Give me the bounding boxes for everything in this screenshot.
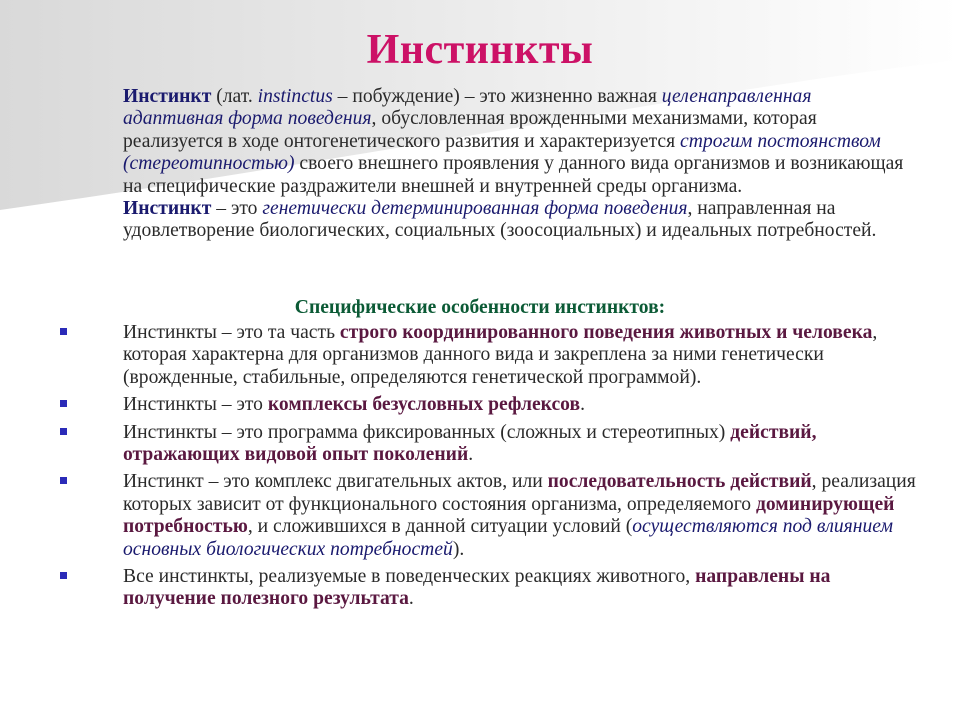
slide-title: Инстинкты — [366, 27, 594, 73]
item-text: Инстинкты – это — [123, 394, 268, 416]
definition-term: Инстинкт — [123, 86, 212, 107]
list-item — [60, 394, 920, 416]
item-text: . — [580, 394, 585, 416]
definition-text: – побуждение) – это жизненно важная — [332, 86, 662, 107]
item-text: Инстинкты – это программа фиксированных (сложных и стереотипных) — [123, 421, 731, 443]
definition-text: (лат. — [211, 86, 258, 107]
item-italic: осуществляются под влиянием основных биологических потребностей — [123, 516, 894, 560]
item-text: ). — [452, 538, 465, 560]
item-emphasis: направлены на получение полезного результата — [123, 566, 831, 610]
list-item — [60, 566, 920, 611]
list-item — [60, 422, 920, 467]
latin-word: instinctus — [257, 86, 333, 107]
item-text: , реализация которых зависит от функционального состояния организма, определяемого — [123, 471, 916, 515]
features-subheading: Специфические особенности инстинктов: — [294, 297, 666, 318]
item-text: , которая характерна для организмов данного вида и закреплена за ними генетически (врожденные, стабильные, определяются генетической программой). — [123, 322, 878, 388]
item-text: Инстинкты – это та часть — [123, 322, 340, 343]
item-emphasis: доминирующей потребностью — [123, 493, 895, 538]
item-text: . — [468, 444, 474, 466]
item-text: . — [408, 588, 414, 610]
definition-term: Инстинкт — [123, 198, 212, 220]
list-item — [60, 471, 920, 561]
definition-text: своего внешнего проявления у данного вида организмов и возникающая на специфические раздражители внешней и внутренней среды организма. — [123, 153, 904, 197]
definition-text: – это — [211, 198, 263, 220]
definition-italic: целенаправленная адаптивная форма поведения — [123, 86, 812, 130]
definition-italic: строгим постоянством (стереотипностью) — [123, 130, 881, 175]
item-emphasis: последовательность действий — [547, 471, 812, 493]
definition-block — [123, 86, 913, 243]
square-bullet-icon — [60, 400, 67, 407]
features-list — [60, 322, 920, 616]
list-item — [60, 322, 920, 389]
definition-italic: генетически детерминированная форма поведения — [262, 198, 688, 220]
definition-text: , обусловленная врожденными механизмами, которая реализуется в ходе онтогенетического развития и характеризуется — [123, 108, 817, 152]
item-text: , и сложившихся в данной ситуации условий ( — [247, 516, 633, 538]
square-bullet-icon — [60, 328, 67, 335]
item-emphasis: действий, отражающих видовой опыт поколений — [123, 421, 817, 466]
square-bullet-icon — [60, 428, 67, 435]
square-bullet-icon — [60, 477, 67, 484]
item-text: Инстинкт – это комплекс двигательных актов, или — [123, 471, 548, 493]
item-text: Все инстинкты, реализуемые в поведенческих реакциях животного, — [123, 566, 696, 588]
square-bullet-icon — [60, 572, 67, 579]
item-emphasis: строго координированного поведения животных и человека — [339, 322, 873, 343]
item-emphasis: комплексы безусловных рефлексов — [267, 394, 581, 416]
definition-text: , направленная на удовлетворение биологических, социальных (зоосоциальных) и идеальных потребностей. — [123, 198, 877, 242]
